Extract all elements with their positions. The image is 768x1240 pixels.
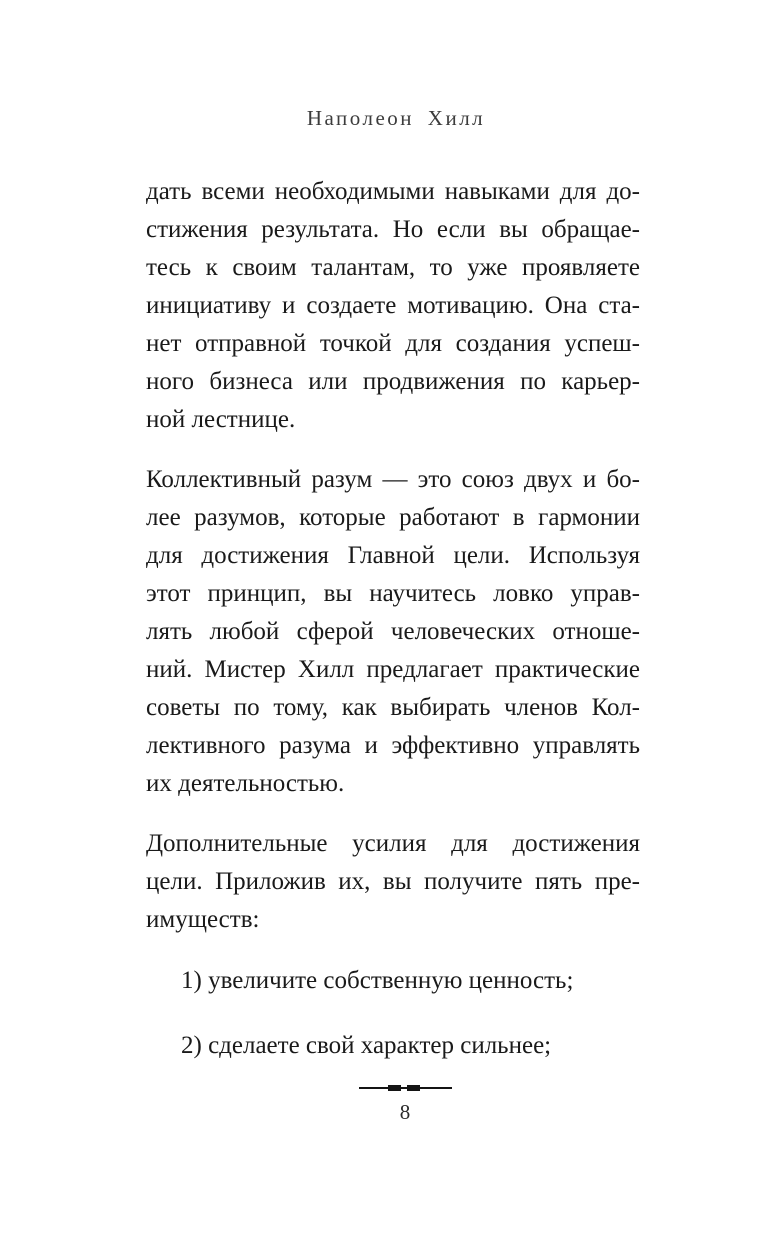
text-line: их деятельностью. bbox=[146, 770, 345, 797]
text-line: нет отправной точкой для создания успеш- bbox=[146, 330, 640, 357]
paragraph bbox=[146, 173, 640, 439]
text-line: Дополнительные усилия для достижения bbox=[146, 830, 640, 857]
text-line: лять любой сферой человеческих отноше- bbox=[146, 618, 640, 645]
page-footer bbox=[158, 1087, 652, 1124]
text-line: имуществ: bbox=[146, 906, 260, 933]
text-line: советы по тому, как выбирать членов Кол- bbox=[146, 694, 640, 721]
text-line: для достижения Главной цели. Используя bbox=[146, 542, 640, 569]
list-item: 2) сделаете свой характер сильнее; bbox=[181, 1032, 552, 1059]
page-number: 8 bbox=[399, 1100, 411, 1124]
text-line: лее разумов, которые работают в гармонии bbox=[146, 504, 640, 531]
text-line: тесь к своим талантам, то уже проявляете bbox=[146, 254, 640, 281]
text-line: ного бизнеса или продвижения по карьер- bbox=[146, 368, 640, 395]
text-line: ной лестнице. bbox=[146, 406, 296, 433]
paragraph bbox=[146, 825, 640, 939]
text-line: лективного разума и эффективно управлять bbox=[146, 732, 640, 759]
running-head: Наполеон Хилл bbox=[306, 106, 486, 130]
numbered-list bbox=[146, 962, 640, 1065]
text-line: Коллективный разум — это союз двух и бо- bbox=[146, 466, 640, 493]
text-line: дать всеми необходимыми навыками для до- bbox=[146, 178, 640, 205]
list-item: 1) увеличите собственную ценность; bbox=[181, 967, 574, 994]
text-line: ний. Мистер Хилл предлагает практические bbox=[146, 656, 640, 683]
text-line: стижения результата. Но если вы обращае- bbox=[146, 216, 640, 243]
text-line: этот принцип, вы научитесь ловко управ- bbox=[146, 580, 640, 607]
paragraph bbox=[146, 461, 640, 803]
text-line: цели. Приложив их, вы получите пять пре- bbox=[146, 868, 640, 895]
text-block bbox=[146, 173, 640, 1065]
footer-ornament-rule bbox=[359, 1087, 452, 1089]
text-line: инициативу и создаете мотивацию. Она ста- bbox=[146, 292, 640, 319]
